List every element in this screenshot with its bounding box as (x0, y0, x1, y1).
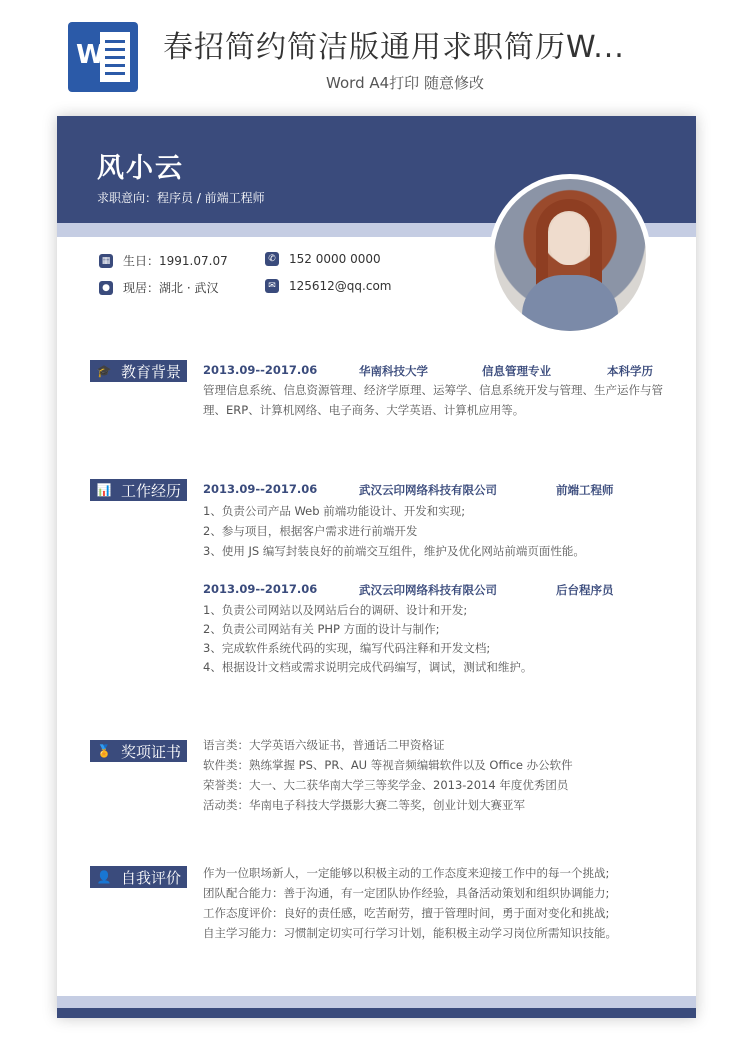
job-1-item: 3、使用 JS 编写封装良好的前端交互组件，维护及优化网站前端页面性能。 (203, 544, 585, 558)
resume-page (57, 116, 696, 1018)
person-icon: 👤 (96, 870, 112, 884)
award-item: 语言类：大学英语六级证书，普通话二甲资格证 (203, 738, 445, 752)
education-title-text: 教育背景 (121, 362, 182, 381)
job-2-item: 3、完成软件系统代码的实现，编写代码注释和开发文档; (203, 641, 491, 655)
download-banner (0, 0, 750, 100)
phone-info (265, 252, 381, 266)
section-title-awards (90, 740, 187, 762)
awards-title-text: 奖项证书 (121, 742, 182, 761)
job-1-item: 1、负责公司产品 Web 前端功能设计、开发和实现; (203, 504, 466, 518)
self-title-text: 自我评价 (121, 868, 182, 887)
award-item: 活动类：华南电子科技大学摄影大赛二等奖，创业计划大赛亚军 (203, 798, 525, 812)
location-pin-icon: ● (99, 281, 113, 295)
job-2-item: 4、根据设计文档或需求说明完成代码编写，调试，测试和维护。 (203, 660, 533, 674)
email-text: 125612@qq.com (289, 279, 392, 293)
self-item: 自主学习能力：习惯制定切实可行学习计划，能积极主动学习岗位所需知识技能。 (203, 926, 617, 940)
birth-info (99, 252, 228, 269)
award-icon: 🏅 (96, 744, 112, 758)
education-school: 华南科技大学 (359, 364, 428, 378)
email-icon: ✉ (265, 279, 279, 293)
location-info (99, 279, 218, 296)
education-date: 2013.09--2017.06 (203, 363, 318, 377)
job-2-item: 2、负责公司网站有关 PHP 方面的设计与制作; (203, 622, 440, 636)
phone-icon: ✆ (265, 252, 279, 266)
education-description: 管理信息系统、信息资源管理、经济学原理、运筹学、信息系统开发与管理、生产运作与管理、ERP、计算机网络、电子商务、大学英语、计算机应用等。 (203, 383, 663, 417)
document-subtitle: Word A4打印 随意修改 (326, 74, 484, 92)
birth-text: 生日：1991.07.07 (123, 254, 228, 268)
candidate-name: 风小云 (97, 153, 184, 184)
graduation-cap-icon: 🎓 (96, 364, 112, 378)
profile-photo (489, 174, 651, 336)
section-title-education (90, 360, 187, 382)
job-2-company: 武汉云印网络科技有限公司 (359, 583, 497, 597)
word-icon-letter: W (76, 40, 105, 70)
calendar-icon: ▦ (99, 254, 113, 268)
award-item: 软件类：熟练掌握 PS、PR、AU 等视音频编辑软件以及 Office 办公软件 (203, 758, 573, 772)
job-2-item: 1、负责公司网站以及网站后台的调研、设计和开发; (203, 603, 468, 617)
location-text: 现居：湖北 · 武汉 (123, 281, 219, 295)
job-1-company: 武汉云印网络科技有限公司 (359, 483, 497, 497)
award-item: 荣誉类：大一、大二获华南大学三等奖学金、2013-2014 年度优秀团员 (203, 778, 569, 792)
job-1-date: 2013.09--2017.06 (203, 482, 318, 496)
self-item: 团队配合能力：善于沟通，有一定团队协作经验，具备活动策划和组织协调能力; (203, 886, 610, 900)
job-intent: 求职意向：程序员 / 前端工程师 (97, 191, 265, 205)
phone-text: 152 0000 0000 (289, 252, 381, 266)
document-title: 春招简约简洁版通用求职简历W... (163, 30, 625, 65)
job-2-date: 2013.09--2017.06 (203, 582, 318, 596)
bar-chart-icon: 📊 (96, 483, 112, 497)
work-title-text: 工作经历 (121, 481, 182, 500)
job-2-role: 后台程序员 (556, 583, 614, 597)
self-item: 作为一位职场新人，一定能够以积极主动的工作态度来迎接工作中的每一个挑战; (203, 866, 610, 880)
job-1-role: 前端工程师 (556, 483, 614, 497)
footer-band (57, 1008, 696, 1018)
section-title-self (90, 866, 187, 888)
footer-accent-band (57, 996, 696, 1008)
education-degree: 本科学历 (607, 364, 653, 378)
self-item: 工作态度评价：良好的责任感，吃苦耐劳，擅于管理时间，勇于面对变化和挑战; (203, 906, 610, 920)
job-1-item: 2、参与项目，根据客户需求进行前端开发 (203, 524, 418, 538)
section-title-work (90, 479, 187, 501)
email-info (265, 279, 392, 293)
education-major: 信息管理专业 (482, 364, 551, 378)
